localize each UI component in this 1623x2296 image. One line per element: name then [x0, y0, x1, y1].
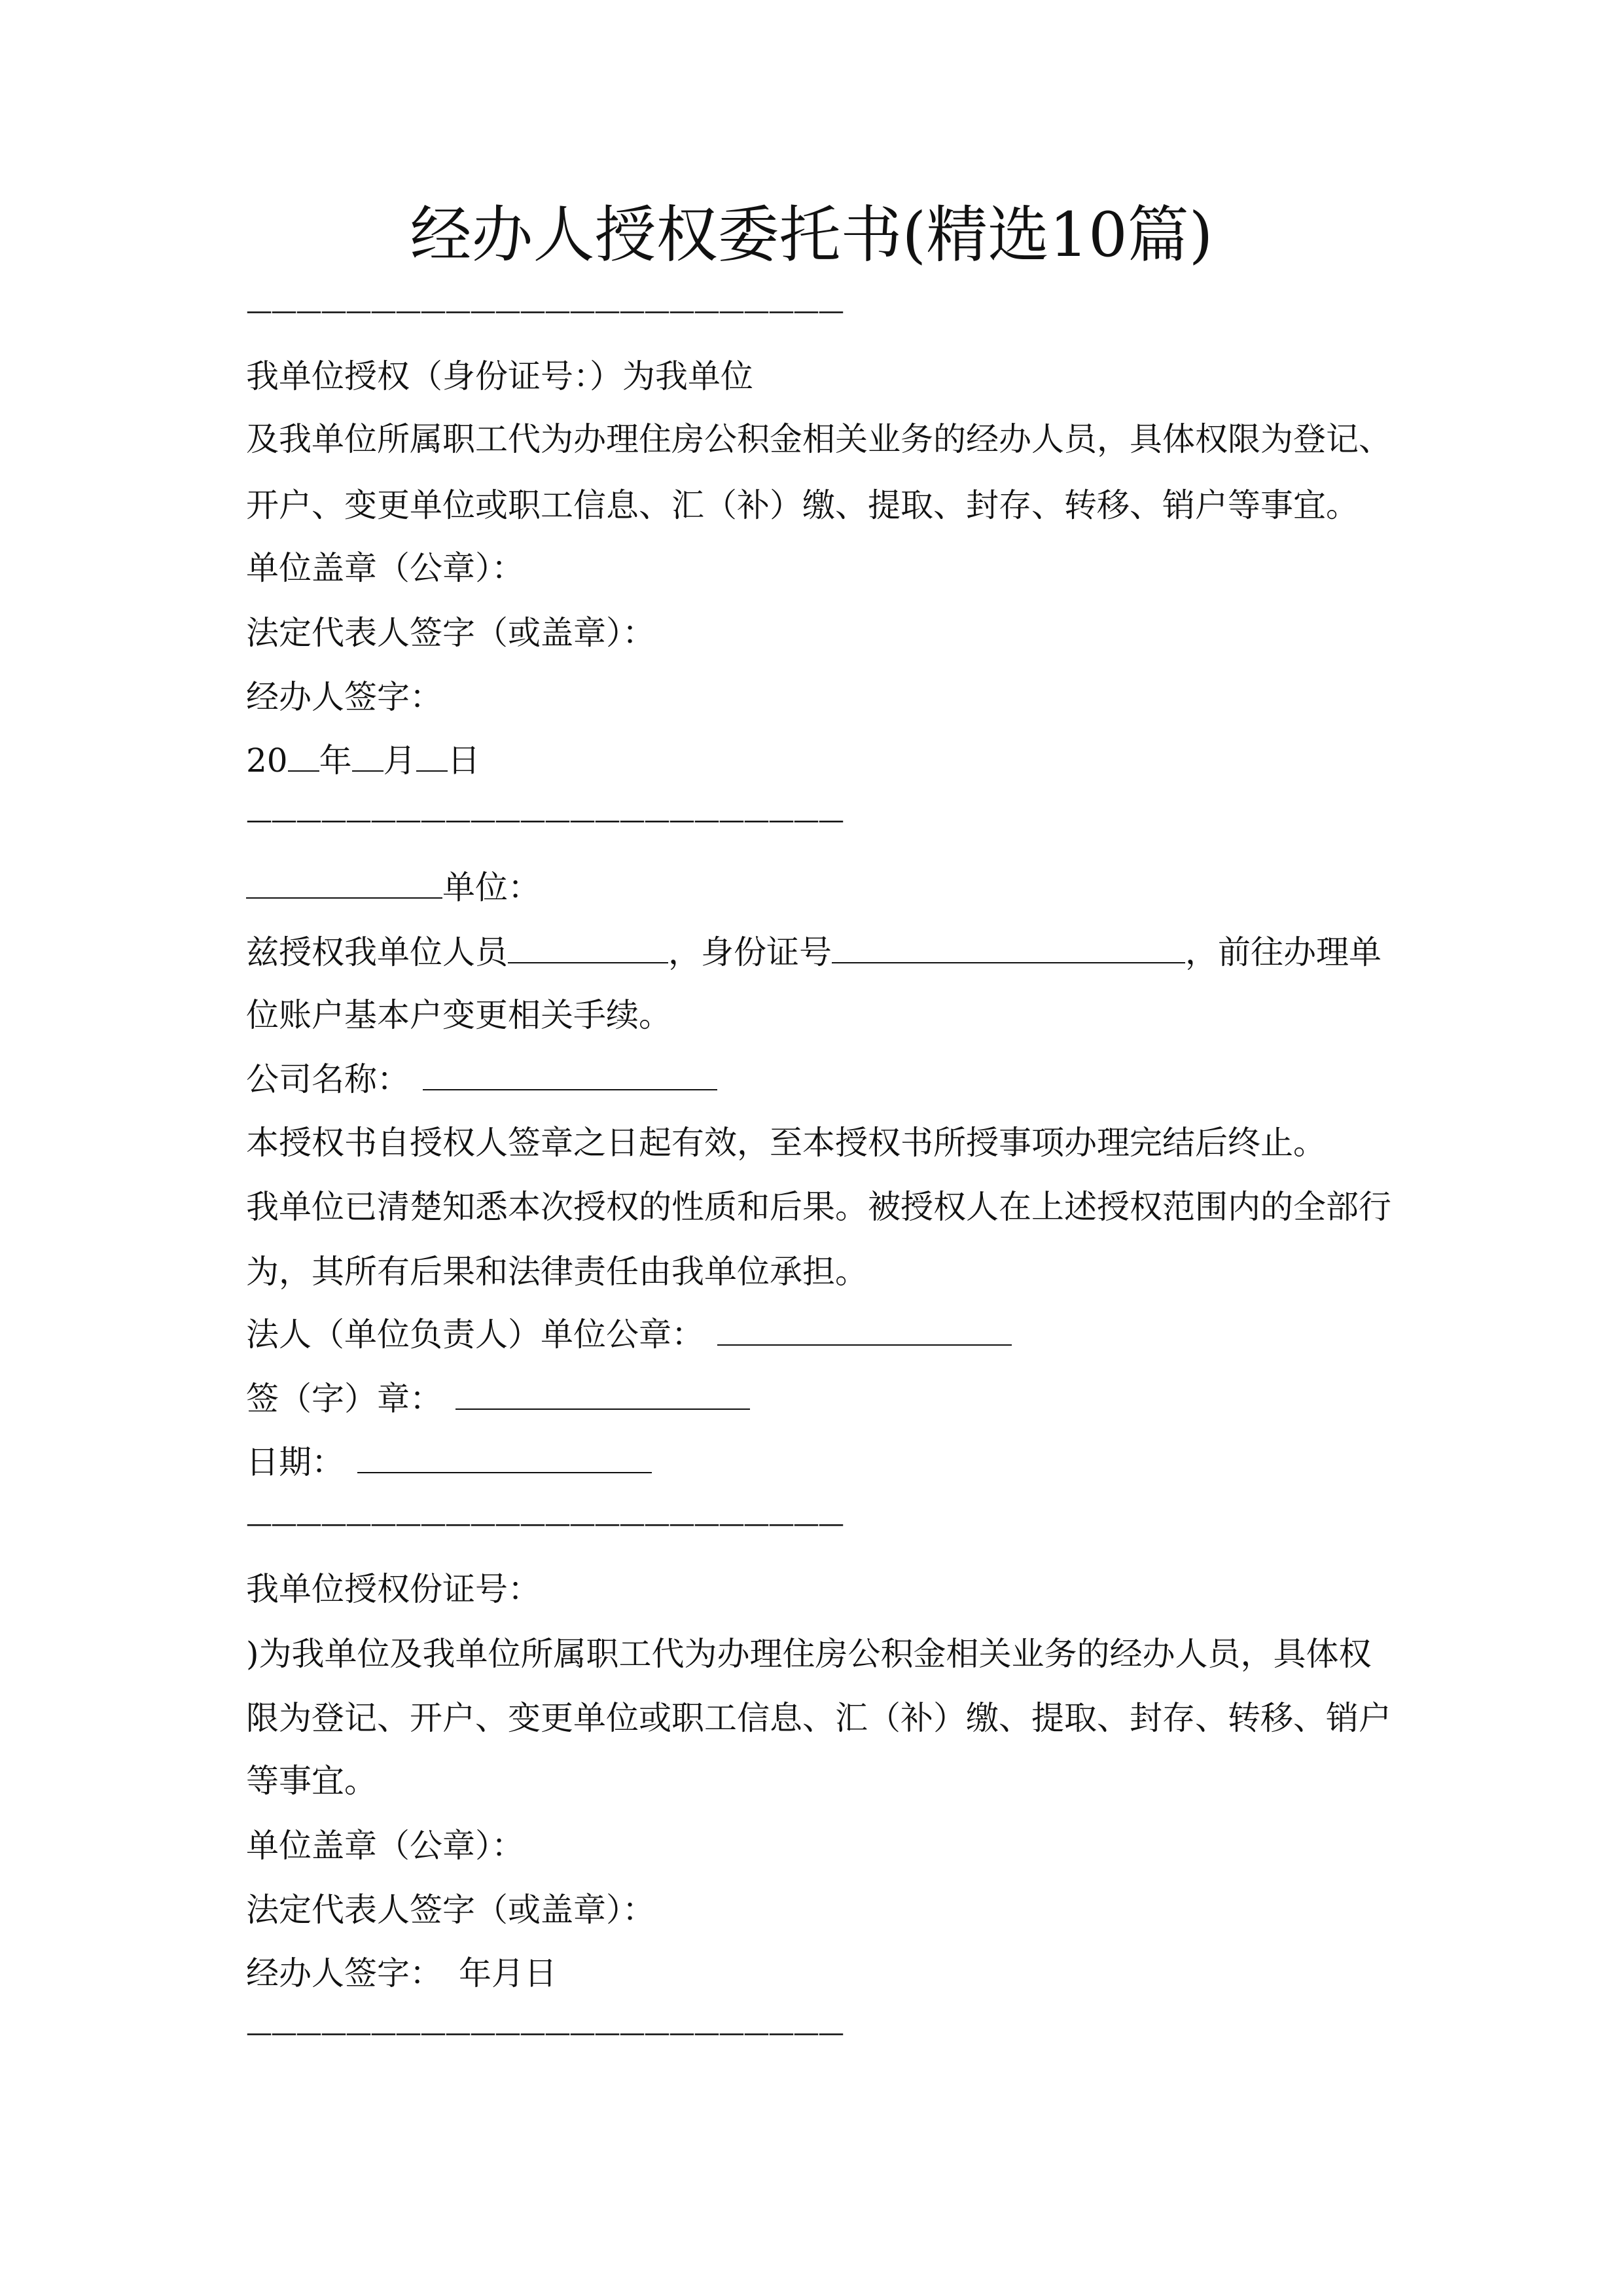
year-label: 年	[319, 742, 352, 780]
agent-signature-date-label: 经办人签字： 年月日	[246, 1954, 557, 1992]
agent-signature-label: 经办人签字：	[246, 678, 442, 716]
document-title: 经办人授权委托书(精选10篇)	[410, 200, 1213, 271]
paragraph-line: 本授权书自授权人签章之日起有效，至本授权书所授事项办理完结后终止。	[246, 1124, 1326, 1162]
id-label: ，身份证号	[668, 933, 832, 971]
id-number-blank[interactable]	[832, 933, 1185, 963]
unit-label: 单位：	[442, 869, 541, 906]
month-blank[interactable]	[352, 742, 383, 772]
unit-name-blank[interactable]	[246, 869, 442, 899]
date-line	[246, 741, 480, 780]
paragraph-line: 开户、变更单位或职工信息、汇（补）缴、提取、封存、转移、销户等事宜。	[246, 486, 1359, 524]
paragraph-line: 等事宜。	[246, 1762, 377, 1800]
year-blank[interactable]	[288, 742, 319, 772]
paragraph-line: 我单位已清楚知悉本次授权的性质和后果。被授权人在上述授权范围内的全部行	[246, 1188, 1391, 1226]
section-separator: ————————————————————————	[246, 1509, 843, 1539]
month-label: 月	[383, 742, 416, 780]
year-prefix: 20	[246, 742, 288, 780]
paragraph-line: 及我单位所属职工代为办理住房公积金相关业务的经办人员，具体权限为登记、	[246, 420, 1391, 458]
legal-seal-blank[interactable]	[717, 1316, 1012, 1346]
auth-suffix: ，前往办理单	[1185, 933, 1382, 971]
person-name-blank[interactable]	[508, 933, 668, 963]
paragraph-line: 限为登记、开户、变更单位或职工信息、汇（补）缴、提取、封存、转移、销户	[246, 1699, 1391, 1737]
unit-seal-label: 单位盖章（公章）：	[246, 1827, 524, 1865]
paragraph-line: 我单位授权（身份证号：）为我单位	[246, 357, 753, 395]
authorization-line	[246, 933, 1382, 972]
legal-seal-label: 法人（单位负责人）单位公章：	[246, 1316, 704, 1354]
paragraph-line: 位账户基本户变更相关手续。	[246, 996, 671, 1034]
company-line	[246, 1060, 717, 1099]
date-blank[interactable]	[357, 1443, 652, 1473]
section-separator: ————————————————————————	[246, 2018, 843, 2048]
date-field-line	[246, 1443, 652, 1482]
legal-seal-line	[246, 1315, 1012, 1354]
auth-prefix: 兹授权我单位人员	[246, 933, 508, 971]
company-name-blank[interactable]	[423, 1060, 717, 1090]
signature-label: 签（字）章：	[246, 1380, 442, 1418]
section-separator: ————————————————————————	[246, 296, 843, 326]
paragraph-line: 为，其所有后果和法律责任由我单位承担。	[246, 1253, 868, 1291]
signature-line	[246, 1379, 750, 1418]
date-label: 日期：	[246, 1443, 344, 1481]
unit-line	[246, 868, 541, 907]
company-label: 公司名称：	[246, 1060, 410, 1098]
section-separator: ————————————————————————	[246, 805, 843, 835]
unit-seal-label: 单位盖章（公章）：	[246, 549, 524, 587]
day-blank[interactable]	[416, 742, 448, 772]
legal-rep-signature-label: 法定代表人签字（或盖章）：	[246, 1891, 655, 1929]
paragraph-line: 我单位授权份证号：	[246, 1570, 541, 1608]
legal-rep-signature-label: 法定代表人签字（或盖章）：	[246, 614, 655, 652]
day-label: 日	[447, 742, 480, 780]
paragraph-line: )为我单位及我单位所属职工代为办理住房公积金相关业务的经办人员，具体权	[246, 1635, 1372, 1673]
signature-blank[interactable]	[455, 1380, 750, 1410]
